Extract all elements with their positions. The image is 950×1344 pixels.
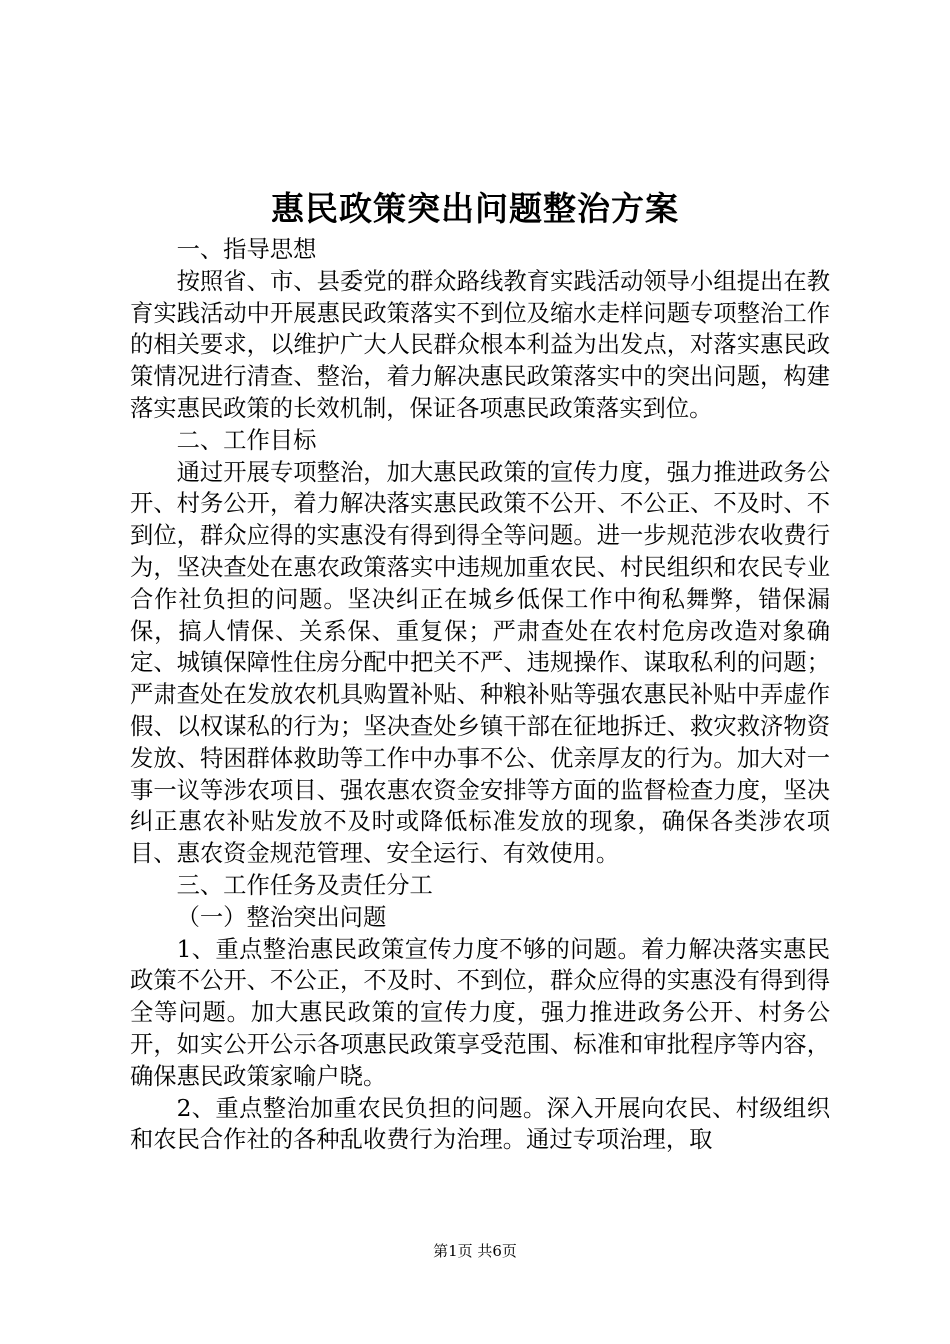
page-footer: 第1页 共6页 <box>433 1242 517 1260</box>
section-heading-guiding-ideology: 一、指导思想 <box>176 236 317 263</box>
section-heading-work-goals: 二、工作目标 <box>176 426 317 454</box>
paragraph-work-goals: 通过开展专项整治，加大惠民政策的宣传力度，强力推进政务公开、村务公开，着力解决落实惠民政策不公开、不公正、不及时、不到位，群众应得的实惠没有得到得全等问题。进一步规范涉农收费行为，坚决查处在惠农政策落实中违规加重农民、村民组织和农民专业合作社负担的问题。坚决纠正在城乡低保工作中徇私舞弊，错保漏保，搞人情保、关系保、重复保；严肃查处在农村危房改造对象确定、城镇保障性住房分配中把关不严、违规操作、谋取私利的问题；严肃查处在发放农机具购置补贴、种粮补贴等强农惠民补贴中弄虚作假、以权谋私的行为；坚决查处乡镇干部在征地拆迁、救灾救济物资发放、特困群体救助等工作中办事不公、优亲厚友的行为。加大对一事一议等涉农项目、强农惠农资金安排等方面的监督检查力度，坚决纠正惠农补贴发放不及时或降低标准发放的现象，确保各类涉农项目、惠农资金规范管理、安全运行、有效使用。 <box>130 458 830 868</box>
paragraph-guiding-ideology: 按照省、市、县委党的群众路线教育实践活动领导小组提出在教育实践活动中开展惠民政策落实不到位及缩水走样问题专项整治工作的相关要求，以维护广大人民群众根本利益为出发点，对落实惠民政策情况进行清查、整治，着力解决惠民政策落实中的突出问题，构建落实惠民政策的长效机制，保证各项惠民政策落实到位。 <box>130 267 830 422</box>
document-title: 惠民政策突出问题整治方案 <box>271 189 679 228</box>
subsection-heading-rectify: （一）整治突出问题 <box>176 903 387 931</box>
section-heading-tasks: 三、工作任务及责任分工 <box>176 871 433 899</box>
document-body <box>130 234 830 1156</box>
paragraph-item-1: 1、重点整治惠民政策宣传力度不够的问题。着力解决落实惠民政策不公开、不公正，不及时、不到位，群众应得的实惠没有得到得全等问题。加大惠民政策的宣传力度，强力推进政务公开、村务公开，如实公开公示各项惠民政策享受范围、标准和审批程序等内容，确保惠民政策家喻户晓。 <box>130 935 830 1090</box>
paragraph-item-2: 2、重点整治加重农民负担的问题。深入开展向农民、村级组织和农民合作社的各种乱收费行为治理。通过专项治理，取 <box>130 1094 830 1154</box>
